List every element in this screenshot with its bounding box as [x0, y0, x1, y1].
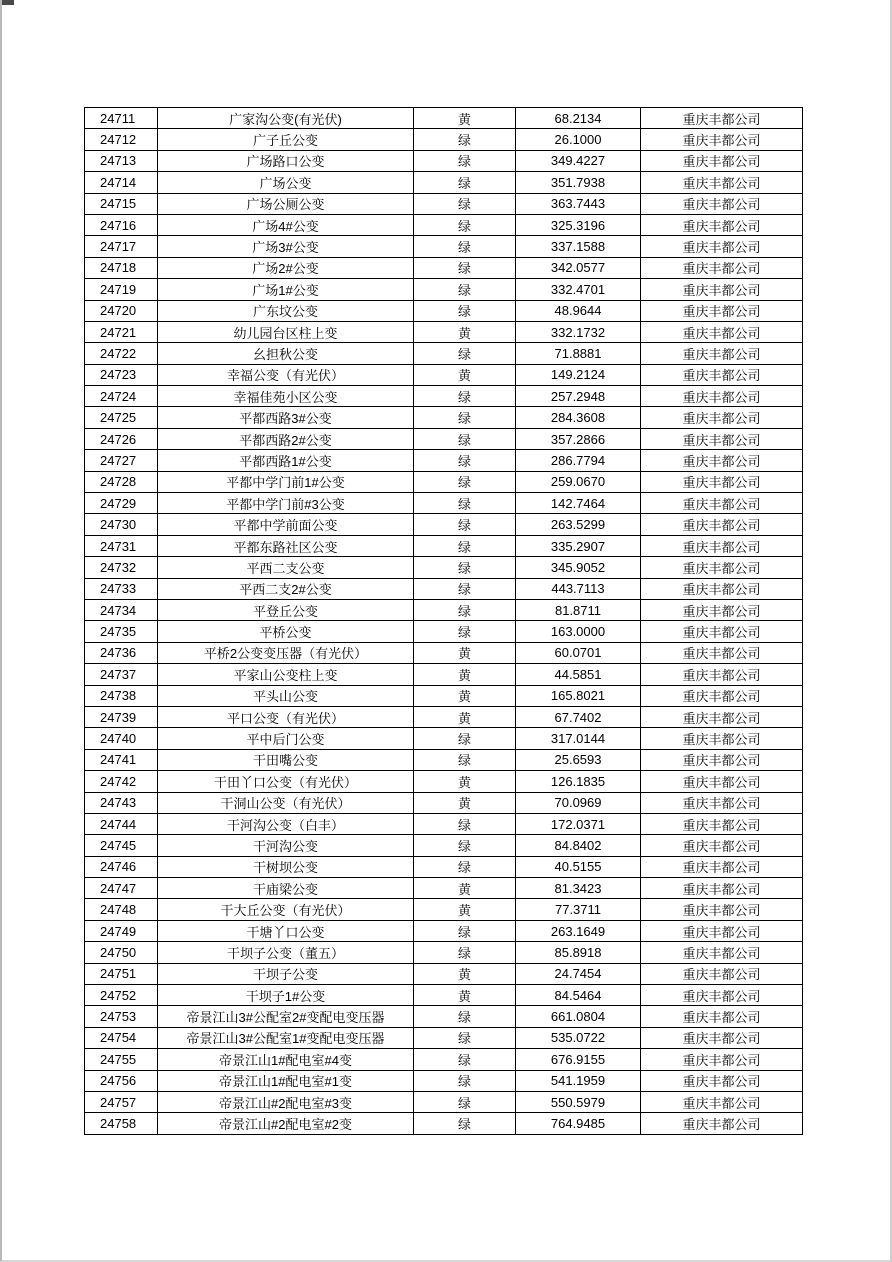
- cell-name: 干田丫口公变（有光伏）: [158, 771, 414, 792]
- cell-status: 绿: [414, 1091, 516, 1112]
- cell-id: 24750: [85, 942, 158, 963]
- cell-company: 重庆丰都公司: [641, 1027, 803, 1048]
- cell-value: 40.5155: [516, 856, 641, 877]
- cell-status: 绿: [414, 1006, 516, 1027]
- cell-name: 广家沟公变(有光伏): [158, 108, 414, 129]
- table-row: [85, 985, 803, 1006]
- cell-id: 24720: [85, 300, 158, 321]
- cell-value: 70.0969: [516, 792, 641, 813]
- cell-id: 24744: [85, 813, 158, 834]
- cell-id: 24751: [85, 963, 158, 984]
- cell-name: 平都西路3#公变: [158, 407, 414, 428]
- cell-status: 黄: [414, 706, 516, 727]
- cell-value: 541.1959: [516, 1070, 641, 1091]
- table-row: [85, 835, 803, 856]
- cell-company: 重庆丰都公司: [641, 493, 803, 514]
- cell-id: 24746: [85, 856, 158, 877]
- cell-status: 黄: [414, 985, 516, 1006]
- cell-status: 黄: [414, 664, 516, 685]
- cell-status: 绿: [414, 557, 516, 578]
- cell-name: 帝景江山3#公配室1#变配电变压器: [158, 1027, 414, 1048]
- table-row: [85, 642, 803, 663]
- cell-name: 平都中学门前#3公变: [158, 493, 414, 514]
- cell-id: 24748: [85, 899, 158, 920]
- cell-status: 绿: [414, 599, 516, 620]
- scan-corner-artifact: [2, 0, 14, 5]
- cell-value: 363.7443: [516, 193, 641, 214]
- cell-name: 平都中学前面公变: [158, 514, 414, 535]
- cell-name: 幺担秋公变: [158, 343, 414, 364]
- cell-name: 幸福公变（有光伏）: [158, 364, 414, 385]
- cell-value: 126.1835: [516, 771, 641, 792]
- cell-id: 24730: [85, 514, 158, 535]
- cell-status: 绿: [414, 193, 516, 214]
- cell-company: 重庆丰都公司: [641, 150, 803, 171]
- table-row: [85, 514, 803, 535]
- cell-status: 绿: [414, 942, 516, 963]
- cell-id: 24755: [85, 1049, 158, 1070]
- cell-status: 绿: [414, 407, 516, 428]
- cell-name: 广场公变: [158, 172, 414, 193]
- transformer-data-table: [84, 107, 803, 1135]
- cell-value: 351.7938: [516, 172, 641, 193]
- cell-company: 重庆丰都公司: [641, 214, 803, 235]
- cell-company: 重庆丰都公司: [641, 535, 803, 556]
- cell-id: 24758: [85, 1113, 158, 1134]
- cell-value: 81.3423: [516, 878, 641, 899]
- table-row: [85, 599, 803, 620]
- cell-value: 337.1588: [516, 236, 641, 257]
- cell-name: 广场1#公变: [158, 279, 414, 300]
- cell-id: 24743: [85, 792, 158, 813]
- cell-name: 干大丘公变（有光伏）: [158, 899, 414, 920]
- cell-company: 重庆丰都公司: [641, 514, 803, 535]
- cell-name: 干田嘴公变: [158, 749, 414, 770]
- cell-status: 绿: [414, 172, 516, 193]
- cell-name: 平中后门公变: [158, 728, 414, 749]
- table-row: [85, 792, 803, 813]
- cell-value: 142.7464: [516, 493, 641, 514]
- cell-company: 重庆丰都公司: [641, 1113, 803, 1134]
- cell-name: 干坝子公变（董五）: [158, 942, 414, 963]
- cell-id: 24729: [85, 493, 158, 514]
- cell-name: 幼儿园台区柱上变: [158, 321, 414, 342]
- cell-company: 重庆丰都公司: [641, 792, 803, 813]
- cell-value: 68.2134: [516, 108, 641, 129]
- cell-id: 24725: [85, 407, 158, 428]
- cell-id: 24749: [85, 920, 158, 941]
- cell-id: 24733: [85, 578, 158, 599]
- cell-value: 349.4227: [516, 150, 641, 171]
- cell-name: 平桥2公变变压器（有光伏）: [158, 642, 414, 663]
- cell-id: 24717: [85, 236, 158, 257]
- table-row: [85, 878, 803, 899]
- cell-name: 幸福佳苑小区公变: [158, 386, 414, 407]
- cell-value: 24.7454: [516, 963, 641, 984]
- cell-id: 24731: [85, 535, 158, 556]
- table-row: [85, 193, 803, 214]
- cell-name: 广子丘公变: [158, 129, 414, 150]
- cell-name: 帝景江山#2配电室#2变: [158, 1113, 414, 1134]
- cell-status: 绿: [414, 578, 516, 599]
- cell-name: 平都西路1#公变: [158, 450, 414, 471]
- cell-name: 平都西路2#公变: [158, 428, 414, 449]
- table-row: [85, 1113, 803, 1134]
- cell-company: 重庆丰都公司: [641, 236, 803, 257]
- table-row: [85, 150, 803, 171]
- cell-status: 绿: [414, 749, 516, 770]
- cell-id: 24737: [85, 664, 158, 685]
- cell-name: 平桥公变: [158, 621, 414, 642]
- cell-id: 24740: [85, 728, 158, 749]
- cell-id: 24735: [85, 621, 158, 642]
- table-row: [85, 172, 803, 193]
- cell-value: 85.8918: [516, 942, 641, 963]
- cell-name: 帝景江山#2配电室#3变: [158, 1091, 414, 1112]
- table-row: [85, 343, 803, 364]
- cell-value: 332.1732: [516, 321, 641, 342]
- cell-company: 重庆丰都公司: [641, 1006, 803, 1027]
- cell-id: 24713: [85, 150, 158, 171]
- cell-company: 重庆丰都公司: [641, 471, 803, 492]
- table-row: [85, 1027, 803, 1048]
- cell-name: 广场3#公变: [158, 236, 414, 257]
- table-row: [85, 450, 803, 471]
- cell-status: 黄: [414, 642, 516, 663]
- cell-id: 24727: [85, 450, 158, 471]
- cell-company: 重庆丰都公司: [641, 450, 803, 471]
- table-row: [85, 129, 803, 150]
- cell-company: 重庆丰都公司: [641, 1070, 803, 1091]
- cell-company: 重庆丰都公司: [641, 856, 803, 877]
- cell-value: 284.3608: [516, 407, 641, 428]
- cell-status: 绿: [414, 813, 516, 834]
- table-row: [85, 493, 803, 514]
- table-row: [85, 728, 803, 749]
- cell-name: 干坝子1#公变: [158, 985, 414, 1006]
- cell-status: 绿: [414, 1027, 516, 1048]
- table-row: [85, 428, 803, 449]
- cell-id: 24747: [85, 878, 158, 899]
- cell-value: 676.9155: [516, 1049, 641, 1070]
- cell-status: 绿: [414, 450, 516, 471]
- cell-name: 干河沟公变（白丰）: [158, 813, 414, 834]
- cell-company: 重庆丰都公司: [641, 706, 803, 727]
- cell-status: 绿: [414, 1113, 516, 1134]
- cell-id: 24714: [85, 172, 158, 193]
- table-row: [85, 813, 803, 834]
- cell-value: 345.9052: [516, 557, 641, 578]
- cell-company: 重庆丰都公司: [641, 942, 803, 963]
- table-row: [85, 578, 803, 599]
- cell-name: 干河沟公变: [158, 835, 414, 856]
- cell-id: 24742: [85, 771, 158, 792]
- cell-status: 绿: [414, 471, 516, 492]
- cell-value: 60.0701: [516, 642, 641, 663]
- cell-status: 绿: [414, 343, 516, 364]
- cell-value: 317.0144: [516, 728, 641, 749]
- table-row: [85, 108, 803, 129]
- cell-id: 24716: [85, 214, 158, 235]
- cell-status: 绿: [414, 236, 516, 257]
- cell-value: 263.5299: [516, 514, 641, 535]
- cell-id: 24741: [85, 749, 158, 770]
- cell-value: 44.5851: [516, 664, 641, 685]
- cell-value: 26.1000: [516, 129, 641, 150]
- table-row: [85, 1049, 803, 1070]
- cell-company: 重庆丰都公司: [641, 386, 803, 407]
- cell-status: 黄: [414, 108, 516, 129]
- cell-id: 24712: [85, 129, 158, 150]
- cell-value: 332.4701: [516, 279, 641, 300]
- cell-company: 重庆丰都公司: [641, 621, 803, 642]
- cell-company: 重庆丰都公司: [641, 878, 803, 899]
- cell-status: 绿: [414, 386, 516, 407]
- cell-id: 24736: [85, 642, 158, 663]
- cell-company: 重庆丰都公司: [641, 300, 803, 321]
- table-row: [85, 386, 803, 407]
- cell-value: 163.0000: [516, 621, 641, 642]
- cell-status: 绿: [414, 300, 516, 321]
- cell-company: 重庆丰都公司: [641, 279, 803, 300]
- cell-status: 绿: [414, 1049, 516, 1070]
- table-row: [85, 856, 803, 877]
- cell-company: 重庆丰都公司: [641, 685, 803, 706]
- cell-status: 绿: [414, 214, 516, 235]
- cell-status: 黄: [414, 364, 516, 385]
- cell-id: 24724: [85, 386, 158, 407]
- cell-value: 172.0371: [516, 813, 641, 834]
- cell-name: 干庙梁公变: [158, 878, 414, 899]
- table-row: [85, 407, 803, 428]
- table-row: [85, 300, 803, 321]
- cell-company: 重庆丰都公司: [641, 899, 803, 920]
- cell-company: 重庆丰都公司: [641, 1091, 803, 1112]
- cell-status: 绿: [414, 279, 516, 300]
- cell-value: 77.3711: [516, 899, 641, 920]
- cell-status: 黄: [414, 899, 516, 920]
- cell-name: 平都东路社区公变: [158, 535, 414, 556]
- cell-value: 335.2907: [516, 535, 641, 556]
- cell-status: 黄: [414, 963, 516, 984]
- cell-status: 绿: [414, 493, 516, 514]
- cell-id: 24715: [85, 193, 158, 214]
- cell-id: 24754: [85, 1027, 158, 1048]
- cell-value: 550.5979: [516, 1091, 641, 1112]
- table-row: [85, 899, 803, 920]
- cell-id: 24745: [85, 835, 158, 856]
- table-row: [85, 321, 803, 342]
- cell-name: 帝景江山3#公配室2#变配电变压器: [158, 1006, 414, 1027]
- cell-status: 绿: [414, 514, 516, 535]
- cell-value: 81.8711: [516, 599, 641, 620]
- cell-company: 重庆丰都公司: [641, 963, 803, 984]
- cell-name: 帝景江山1#配电室#4变: [158, 1049, 414, 1070]
- cell-id: 24711: [85, 108, 158, 129]
- cell-status: 绿: [414, 257, 516, 278]
- cell-company: 重庆丰都公司: [641, 364, 803, 385]
- cell-value: 342.0577: [516, 257, 641, 278]
- cell-id: 24718: [85, 257, 158, 278]
- cell-name: 干洞山公变（有光伏）: [158, 792, 414, 813]
- cell-name: 干塘丫口公变: [158, 920, 414, 941]
- cell-company: 重庆丰都公司: [641, 771, 803, 792]
- cell-id: 24757: [85, 1091, 158, 1112]
- cell-value: 263.1649: [516, 920, 641, 941]
- table-row: [85, 749, 803, 770]
- cell-company: 重庆丰都公司: [641, 257, 803, 278]
- table-row: [85, 364, 803, 385]
- table-row: [85, 664, 803, 685]
- cell-company: 重庆丰都公司: [641, 557, 803, 578]
- cell-status: 绿: [414, 835, 516, 856]
- cell-status: 绿: [414, 535, 516, 556]
- cell-value: 25.6593: [516, 749, 641, 770]
- cell-company: 重庆丰都公司: [641, 428, 803, 449]
- cell-status: 绿: [414, 728, 516, 749]
- cell-company: 重庆丰都公司: [641, 1049, 803, 1070]
- cell-status: 绿: [414, 1070, 516, 1091]
- cell-status: 绿: [414, 129, 516, 150]
- table-row: [85, 214, 803, 235]
- table-row: [85, 685, 803, 706]
- cell-value: 259.0670: [516, 471, 641, 492]
- table-row: [85, 236, 803, 257]
- cell-company: 重庆丰都公司: [641, 920, 803, 941]
- cell-name: 广场公厕公变: [158, 193, 414, 214]
- cell-company: 重庆丰都公司: [641, 129, 803, 150]
- table-row: [85, 535, 803, 556]
- cell-status: 黄: [414, 792, 516, 813]
- cell-status: 黄: [414, 771, 516, 792]
- cell-value: 84.5464: [516, 985, 641, 1006]
- cell-value: 48.9644: [516, 300, 641, 321]
- cell-id: 24756: [85, 1070, 158, 1091]
- cell-value: 257.2948: [516, 386, 641, 407]
- table-row: [85, 621, 803, 642]
- cell-id: 24738: [85, 685, 158, 706]
- table-row: [85, 706, 803, 727]
- table-body: [85, 108, 803, 1135]
- cell-status: 黄: [414, 685, 516, 706]
- cell-status: 黄: [414, 878, 516, 899]
- cell-name: 平头山公变: [158, 685, 414, 706]
- cell-name: 平西二支公变: [158, 557, 414, 578]
- table-row: [85, 471, 803, 492]
- cell-value: 149.2124: [516, 364, 641, 385]
- table-row: [85, 942, 803, 963]
- cell-value: 286.7794: [516, 450, 641, 471]
- cell-company: 重庆丰都公司: [641, 108, 803, 129]
- cell-company: 重庆丰都公司: [641, 642, 803, 663]
- cell-name: 广场2#公变: [158, 257, 414, 278]
- cell-status: 黄: [414, 321, 516, 342]
- table-row: [85, 257, 803, 278]
- cell-name: 平家山公变柱上变: [158, 664, 414, 685]
- cell-status: 绿: [414, 621, 516, 642]
- cell-id: 24723: [85, 364, 158, 385]
- cell-value: 71.8881: [516, 343, 641, 364]
- cell-name: 广东坟公变: [158, 300, 414, 321]
- cell-id: 24734: [85, 599, 158, 620]
- cell-id: 24728: [85, 471, 158, 492]
- cell-value: 84.8402: [516, 835, 641, 856]
- cell-value: 67.7402: [516, 706, 641, 727]
- cell-id: 24719: [85, 279, 158, 300]
- cell-value: 443.7113: [516, 578, 641, 599]
- cell-company: 重庆丰都公司: [641, 664, 803, 685]
- cell-id: 24752: [85, 985, 158, 1006]
- cell-name: 干坝子公变: [158, 963, 414, 984]
- cell-name: 广场4#公变: [158, 214, 414, 235]
- table-row: [85, 771, 803, 792]
- cell-name: 平登丘公变: [158, 599, 414, 620]
- cell-id: 24726: [85, 428, 158, 449]
- cell-company: 重庆丰都公司: [641, 172, 803, 193]
- cell-id: 24753: [85, 1006, 158, 1027]
- cell-company: 重庆丰都公司: [641, 749, 803, 770]
- cell-company: 重庆丰都公司: [641, 193, 803, 214]
- cell-name: 广场路口公变: [158, 150, 414, 171]
- cell-value: 165.8021: [516, 685, 641, 706]
- table-row: [85, 1070, 803, 1091]
- cell-company: 重庆丰都公司: [641, 985, 803, 1006]
- cell-company: 重庆丰都公司: [641, 835, 803, 856]
- cell-company: 重庆丰都公司: [641, 599, 803, 620]
- cell-value: 357.2866: [516, 428, 641, 449]
- cell-id: 24722: [85, 343, 158, 364]
- table-row: [85, 279, 803, 300]
- table-row: [85, 963, 803, 984]
- cell-value: 764.9485: [516, 1113, 641, 1134]
- cell-id: 24721: [85, 321, 158, 342]
- cell-company: 重庆丰都公司: [641, 728, 803, 749]
- cell-name: 帝景江山1#配电室#1变: [158, 1070, 414, 1091]
- cell-status: 绿: [414, 428, 516, 449]
- cell-name: 平都中学门前1#公变: [158, 471, 414, 492]
- cell-name: 干树坝公变: [158, 856, 414, 877]
- cell-status: 绿: [414, 920, 516, 941]
- cell-status: 绿: [414, 856, 516, 877]
- cell-company: 重庆丰都公司: [641, 407, 803, 428]
- cell-status: 绿: [414, 150, 516, 171]
- cell-company: 重庆丰都公司: [641, 578, 803, 599]
- cell-name: 平西二支2#公变: [158, 578, 414, 599]
- table-row: [85, 1091, 803, 1112]
- table-row: [85, 920, 803, 941]
- cell-value: 661.0804: [516, 1006, 641, 1027]
- table-row: [85, 1006, 803, 1027]
- cell-company: 重庆丰都公司: [641, 813, 803, 834]
- cell-value: 325.3196: [516, 214, 641, 235]
- cell-value: 535.0722: [516, 1027, 641, 1048]
- cell-company: 重庆丰都公司: [641, 321, 803, 342]
- cell-id: 24739: [85, 706, 158, 727]
- cell-name: 平口公变（有光伏）: [158, 706, 414, 727]
- cell-company: 重庆丰都公司: [641, 343, 803, 364]
- table-row: [85, 557, 803, 578]
- cell-id: 24732: [85, 557, 158, 578]
